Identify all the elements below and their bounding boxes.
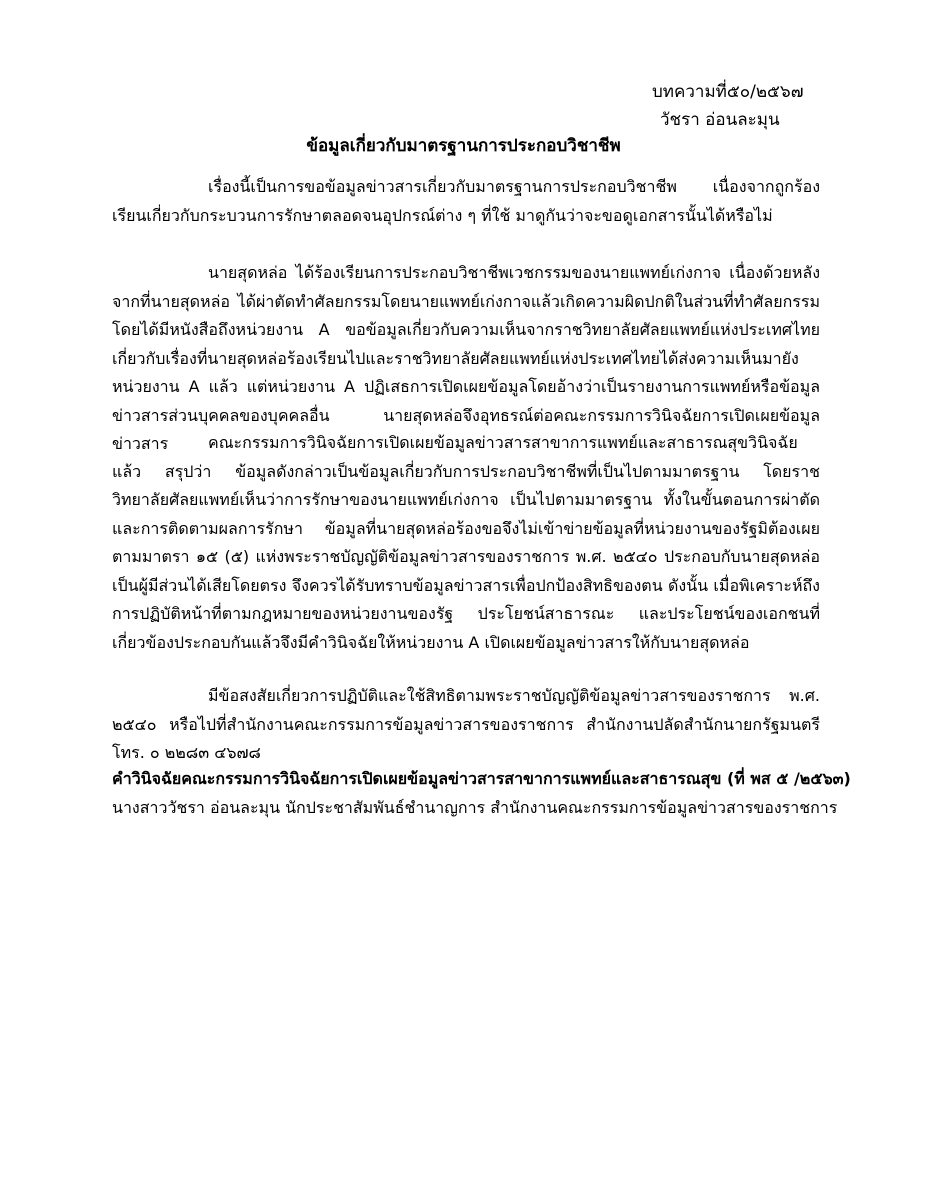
paragraph-text: เรื่องนี้เป็นการขอข้อมูลข่าวสารเกี่ยวกับมาตรฐานการประกอบวิชาชีพ เนื่องจากถูกร้องเรียนเกี่ยวกับกระบวนการรักษาตลอดจนอุปกรณ์ต่าง ๆ ที่ใช้ มาดูกันว่าจะขอดูเอกสารนั้นได้หรือไม่: [112, 177, 820, 225]
author-credit: นางสาววัชรา อ่อนละมุน นักประชาสัมพันธ์ชำนาญการ สำนักงานคณะกรรมการข้อมูลข่าวสารของราชการ: [112, 797, 838, 817]
document-title: ข้อมูลเกี่ยวกับมาตรฐานการประกอบวิชาชีพ: [306, 136, 621, 156]
paragraph-text: คณะกรรมการวินิจฉัยการเปิดเผยข้อมูลข่าวสารสาขาการแพทย์และสาธารณสุขวินิจฉัยแล้ว สรุปว่า ข้อมูลดังกล่าวเป็นข้อมูลเกี่ยวกับการประกอบวิชาชีพที่เป็นไปตามมาตรฐาน โดยราชวิทยาลัยศัลยแพทย์เห็นว่าการรักษาของนายแพทย์เก่งกาจ เป็นไปตามมาตรฐาน ทั้งในขั้นตอนการผ่าตัดและการติดตามผลการรักษา ข้อมูลที่นายสุดหล่อร้องขอจึงไม่เข้าข่ายข้อมูลที่หน่วยงานของรัฐมิต้องเผยตามมาตรา ๑๕ (๕) แห่งพระราชบัญญัติข้อมูลข่าวสารของราชการ พ.ศ. ๒๕๔๐ ประกอบกับนายสุดหล่อเป็นผู้มีส่วนได้เสียโดยตรง จึงควรได้รับทราบข้อมูลข่าวสารเพื่อปกป้องสิทธิของตน ดังนั้น เมื่อพิเคราะห์ถึงการปฏิบัติหน้าที่ตามกฎหมายของหน่วยงานของรัฐ ประโยชน์สาธารณะ และประโยชน์ของเอกชนที่เกี่ยวข้องประกอบกันแล้วจึงมีคำวินิจฉัยให้หน่วยงาน A เปิดเผยข้อมูลข่าวสารให้กับนายสุดหล่อ: [112, 433, 820, 652]
paragraph-text: นายสุดหล่อ ได้ร้องเรียนการประกอบวิชาชีพเวชกรรมของนายแพทย์เก่งกาจ เนื่องด้วยหลังจากที่นายสุดหล่อ ได้ผ่าตัดทำศัลยกรรมโดยนายแพทย์เก่งกาจแล้วเกิดความผิดปกติในส่วนที่ทำศัลยกรรม โดยได้มีหนังสือถึงหน่วยงาน A ขอข้อมูลเกี่ยวกับความเห็นจากราชวิทยาลัยศัลยแพทย์แห่งประเทศไทย เกี่ยวกับเรื่องที่นายสุดหล่อร้องเรียนไปและราชวิทยาลัยศัลยแพทย์แห่งประเทศไทยได้ส่งความเห็นมายังหน่วยงาน A แล้ว แต่หน่วยงาน A ปฏิเสธการเปิดเผยข้อมูลโดยอ้างว่าเป็นรายงานการแพทย์หรือข้อมูลข่าวสารส่วนบุคคลของบุคคลอื่น นายสุดหล่อจึงอุทธรณ์ต่อคณะกรรมการวินิจฉัยการเปิดเผยข้อมูลข่าวสาร: [112, 263, 820, 453]
paragraph-contact-info: [112, 682, 820, 768]
paragraph-text: มีข้อสงสัยเกี่ยวการปฏิบัติและใช้สิทธิตามพระราชบัญญัติข้อมูลข่าวสารของราชการ พ.ศ. ๒๕๔๐ หรือไปที่สำนักงานคณะกรรมการข้อมูลข่าวสารของราชการ สำนักงานปลัดสำนักนายกรัฐมนตรี โทร. ๐ ๒๒๘๓ ๔๖๗๘: [112, 686, 820, 762]
article-header: [652, 78, 892, 134]
paragraph-intro: [112, 173, 820, 230]
document-footer: [112, 765, 851, 822]
decision-reference: คำวินิจฉัยคณะกรรมการวินิจฉัยการเปิดเผยข้อมูลข่าวสารสาขาการแพทย์และสาธารณสุข (ที่ พส ๕ /๒๕๖๓): [112, 769, 851, 788]
article-author: วัชรา อ่อนละมุน: [660, 110, 780, 130]
paragraph-committee-decision: [112, 429, 820, 657]
article-number: บทความที่๕๐/๒๕๖๗: [652, 82, 804, 102]
